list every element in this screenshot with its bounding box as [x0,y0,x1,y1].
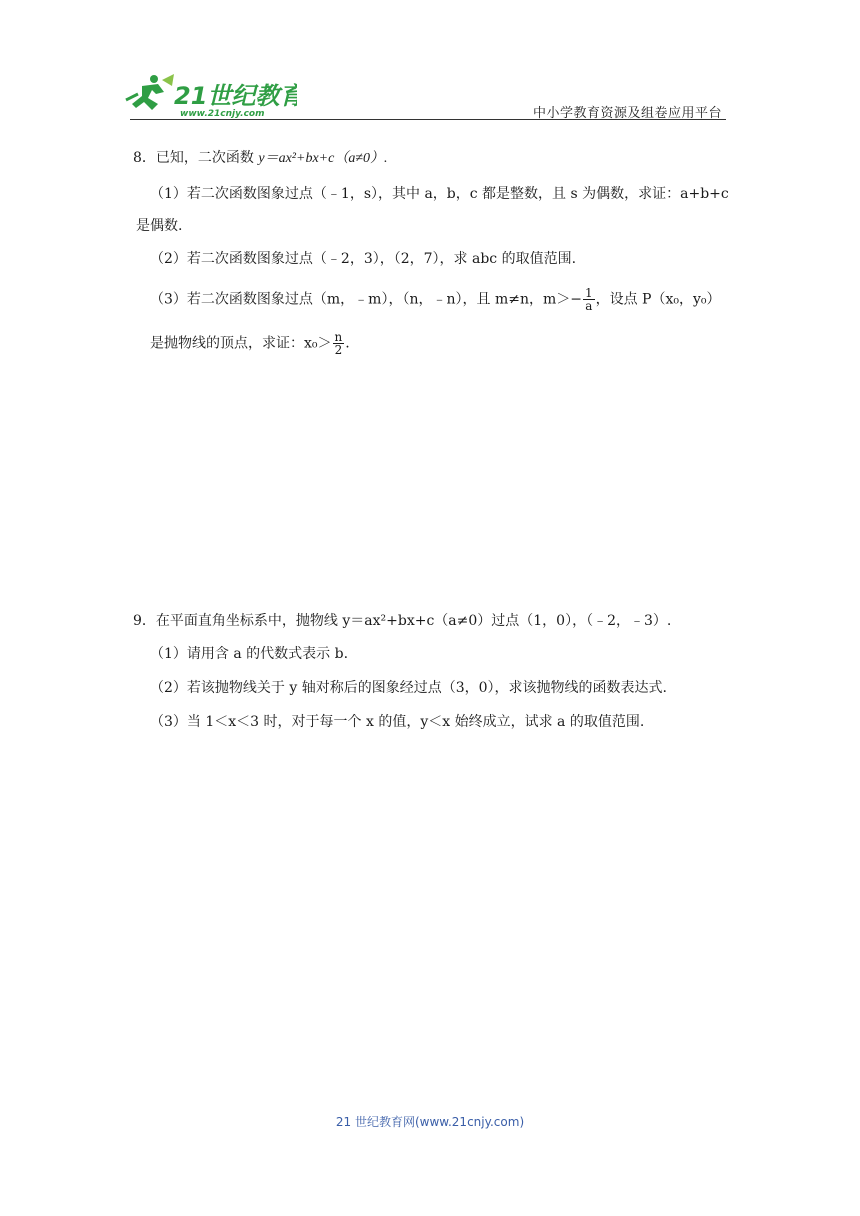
q8-part3-line1 [150,287,721,312]
header-divider [130,119,726,120]
q8-part1-line2: 是偶数. [136,218,183,234]
q9-part2: （2）若该抛物线关于 y 轴对称后的图象经过点（3，0），求该抛物线的函数表达式. [150,680,667,696]
site-logo [122,70,297,118]
footer-link[interactable]: 21 世纪教育网(www.21cnjy.com) [335,1115,525,1129]
q8-stem-text: 已知，二次函数 [155,150,259,166]
q8-part3-text-a: （3）若二次函数图象过点（m，﹣m），（n，﹣n），且 m≠n，m＞− [150,291,582,308]
q8-part3-text-c: 是抛物线的顶点，求证：x₀＞ [150,335,332,352]
q8-part3-line2 [150,331,350,356]
platform-title: 中小学教育资源及组卷应用平台 [532,106,722,121]
q8-stem [133,147,388,167]
q9-stem-text: 在平面直角坐标系中，抛物线 y＝ax²+bx+c（a≠0）过点（1，0），（﹣2，﹣3）. [155,613,672,629]
q8-function: y＝ax²+bx+c（a≠0）. [258,151,388,166]
q9-number: 9． [133,613,156,629]
q8-part2: （2）若二次函数图象过点（﹣2，3），（2，7），求 abc 的取值范围. [150,251,577,267]
logo-url: www.21cnjy.com [180,109,265,118]
q9-stem [133,610,671,630]
q9-part1: （1）请用含 a 的代数式表示 b. [150,646,349,662]
q8-part3-text-b: ，设点 P（x₀，y₀） [595,291,721,308]
logo-graphic [122,70,297,118]
q8-part1-line1: （1）若二次函数图象过点（﹣1，s），其中 a，b，c 都是整数，且 s 为偶数，求证：a+b+c [150,186,729,202]
logo-text: 21世纪教育 [174,82,297,110]
q9-part3: （3）当 1＜x＜3 时，对于每一个 x 的值，y＜x 始终成立，试求 a 的取值范围. [150,714,645,730]
q8-part3-text-d: . [345,335,350,352]
fraction-1-over-a: $\frac{1}{a}$ [584,286,593,313]
q8-number: 8． [133,150,156,166]
fraction-n-over-2: $\frac{n}{2}$ [334,330,343,357]
